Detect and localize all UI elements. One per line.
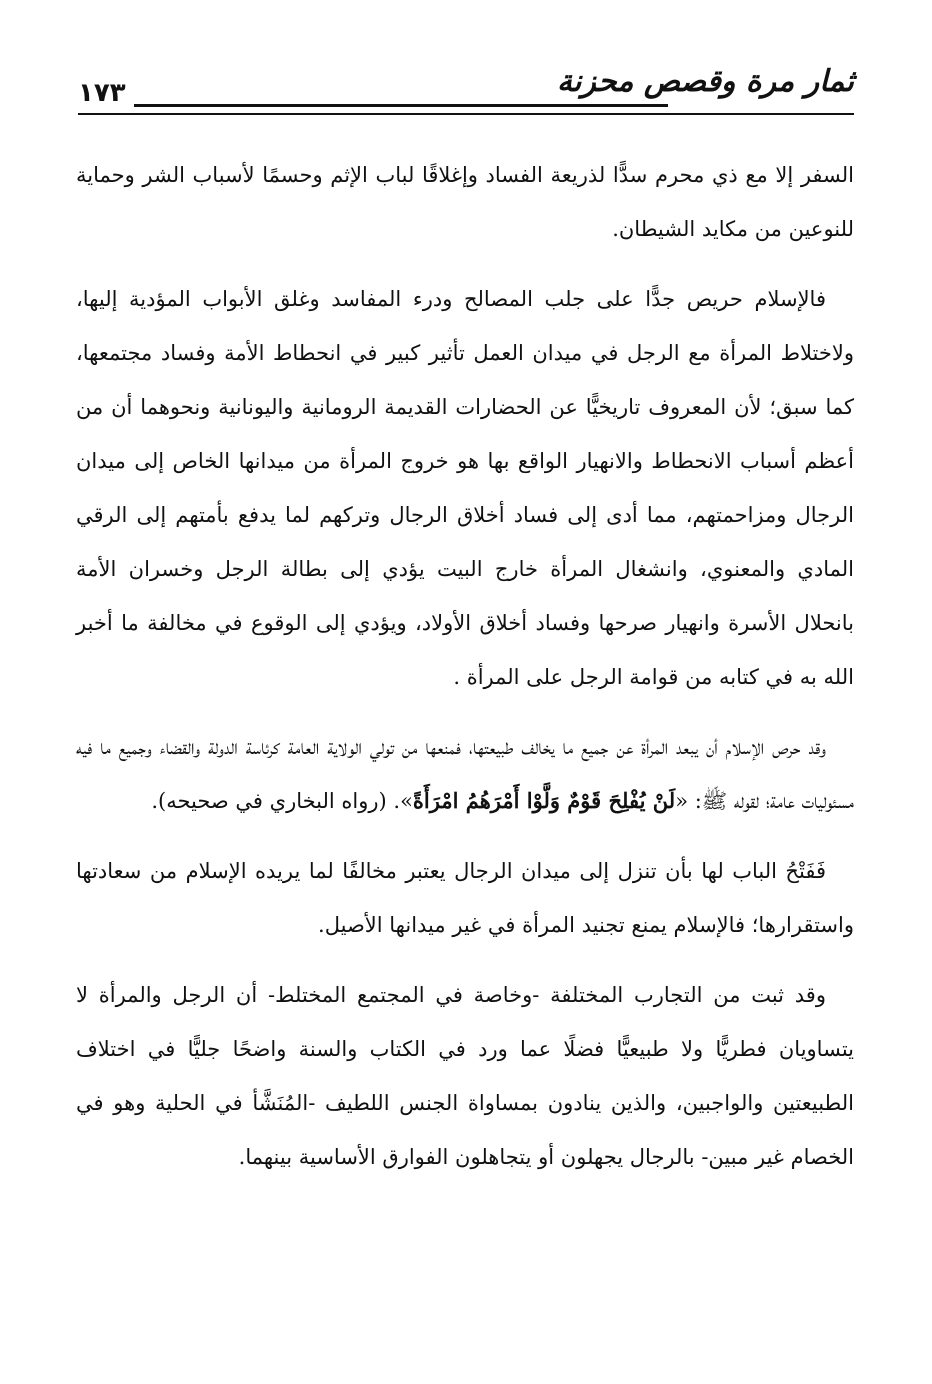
paragraph-5: وقد ثبت من التجارب المختلفة -وخاصة في المجتمع المختلط- أن الرجل والمرأة لا يتساويان فطريًّا ولا طبيعيًّا فضلًا عما ورد في الكتاب والسنة واضحًا جليًّا في اختلاف الطبيعتين والواجبين، والذين ينادون بمساواة الجنس اللطيف -المُنَشَّأ في الحلية وهو في الخصام غير مبين- بالرجال يجهلون أو يتجاهلون الفوارق الأساسية بينهما. xyxy=(76,983,854,1169)
running-title: ثمار مرة وقصص محزنة xyxy=(556,64,854,99)
page-number: ١٧٣ xyxy=(78,78,126,108)
body-text xyxy=(76,148,854,1184)
paragraph-3-text-before: وقد حرص الإسلام أن يبعد المرأة عن جميع ما يخالف طبيعتها، فمنعها من تولي الولاية العامة كرئاسة الدولة والقضاء وجميع ما فيه مسئوليات عامة؛ لقوله ﷺ: « xyxy=(76,735,854,813)
paragraph-1: السفر إلا مع ذي محرم سدًّا لذريعة الفساد وإغلاقًا لباب الإثم وحسمًا لأسباب الشر وحماية للنوعين من مكايد الشيطان. xyxy=(76,163,854,241)
paragraph-4: فَفَتْحُ الباب لها بأن تنزل إلى ميدان الرجال يعتبر مخالفًا لما يريده الإسلام من سعادتها واستقرارها؛ فالإسلام يمنع تجنيد المرأة في غير ميدانها الأصيل. xyxy=(76,859,854,937)
page-header xyxy=(78,60,854,124)
paragraph-2: فالإسلام حريص جدًّا على جلب المصالح ودرء المفاسد وغلق الأبواب المؤدية إليها، ولاختلاط المرأة مع الرجل في ميدان العمل تأثير كبير في انحطاط الأمة وفساد مجتمعها، كما سبق؛ لأن المعروف تاريخيًّا عن الحضارات القديمة الرومانية واليونانية ونحوهما أن من أعظم أسباب الانحطاط والانهيار الواقع بها هو خروج المرأة من ميدانها الخاص إلى ميدان الرجال ومزاحمتهم، مما أدى إلى فساد أخلاق الرجال وتركهم لما يدفع بأمتهم إلى الرقي المادي والمعنوي، وانشغال المرأة خارج البيت يؤدي إلى بطالة الرجل وخسران الأمة بانحلال الأسرة وانهيار صرحها وفساد أخلاق الأولاد، ويؤدي إلى الوقوع في مخالفة ما أخبر الله به في كتابه من قوامة الرجل على المرأة . xyxy=(76,287,854,689)
header-rule-thin xyxy=(78,113,854,115)
paragraph-3-text-after: ». (رواه البخاري في صحيحه). xyxy=(151,789,413,813)
paragraph-3 xyxy=(76,720,854,828)
header-rule-thick xyxy=(134,104,668,107)
hadith-quote: لَنْ يُفْلِحَ قَوْمٌ وَلَّوْا أَمْرَهُمُ امْرَأَةً xyxy=(412,788,676,813)
